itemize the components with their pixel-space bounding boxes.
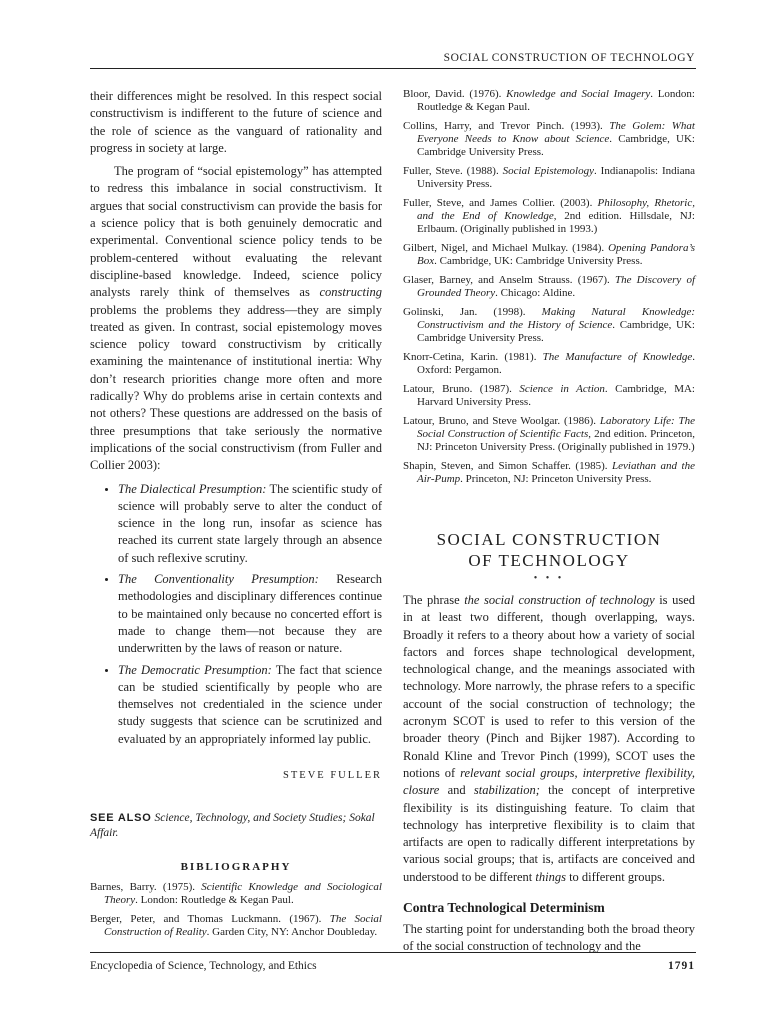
reference: Gilbert, Nigel, and Michael Mulkay. (1984). Opening Pandora’s Box. Cambridge, UK: Cambridge University Press.	[403, 242, 695, 267]
reference: Fuller, Steve, and James Collier. (2003). Philosophy, Rhetoric, and the End of Knowledge, 2nd edition. Hillsdale, NJ: Erlbaum. (Originally published in 1993.)	[403, 197, 695, 235]
ornament-dots: • • •	[533, 573, 565, 584]
paragraph: their differences might be resolved. In this respect social constructivism is indifferent to the future of science and the role of science as the vanguard of rationality and progress in society at large.	[90, 89, 382, 155]
footer-publication: Encyclopedia of Science, Technology, and Ethics	[90, 960, 317, 972]
subsection-heading: Contra Technological Determinism	[403, 900, 605, 916]
article-author: STEVE FULLER	[283, 769, 382, 781]
page-number: 1791	[668, 960, 695, 972]
right-column	[403, 88, 695, 956]
reference: Latour, Bruno, and Steve Woolgar. (1986). Laboratory Life: The Social Construction of Scientific Facts, 2nd edition. Princeton, NJ: Princeton University Press. (Originally published in 1979.)	[403, 415, 695, 453]
paragraph: The phrase the social construction of technology is used in at least two different, though overlapping, ways. Broadly it refers to a theory about how a variety of social factors and forces shape technological development, technological change, and the meanings associated with technology. More narrowly, the phrase refers to a specific account of the social construction of technology; the acronym SCOT is used to refer to this version of the broader theory (Pinch and Bijker 1987). According to Ronald Kline and Trevor Pinch (1999), SCOT uses the notions of relevant social groups, interpretive flexibility, closure and stabilization; the concept of interpretive flexibility is its distinguishing feature. To claim that technology has interpretive flexibility is to claim that artifacts are open to radically different interpretations by various social groups; that is, artifacts are conceived and understood to be different things to different groups.	[403, 593, 695, 884]
see-also	[90, 811, 382, 841]
see-also-links[interactable]: Science, Technology, and Society Studies; Sokal Affair.	[90, 811, 375, 839]
section-title: SOCIAL CONSTRUCTION OF TECHNOLOGY	[436, 530, 662, 570]
reference: Barnes, Barry. (1975). Scientific Knowledge and Sociological Theory. London: Routledge & Kegan Paul.	[90, 880, 382, 906]
paragraph: The program of “social epistemology” has attempted to redress this imbalance in social constructivism. It argues that social constructivism can provide the basis for a science policy that is both genuinely democratic and experimental. Conventional science policy tends to be problem-centered without evaluating the relevant discipline-based knowledge. Indeed, science policy analysts rarely think of themselves as constructing problems the problems they address—they are simply treated as given. In contrast, social epistemology moves science policy toward constructivism by critically examining the maintenance of institutional inertia: Why don’t research priorities change more often and more radically? Why do problems arise in certain contexts and not others? These questions are addressed on the basis of three presumptions that take seriously the normative implications of the social constructivism (from Fuller and Collier 2003):	[90, 164, 382, 473]
reference: Bloor, David. (1976). Knowledge and Social Imagery. London: Routledge & Kegan Paul.	[403, 88, 695, 113]
presumption-list	[90, 481, 382, 748]
list-item: • The Dialectical Presumption: The scientific study of science will probably serve to alter the conduct of science in the long run, insofar as science has reached its current state largely through an absence of such reflexive scrutiny.	[118, 481, 382, 567]
running-head: SOCIAL CONSTRUCTION OF TECHNOLOGY	[443, 52, 695, 64]
reference: Golinski, Jan. (1998). Making Natural Knowledge: Constructivism and the History of Science. Cambridge, UK: Cambridge University Press.	[403, 306, 695, 344]
list-item: • The Democratic Presumption: The fact that science can be studied scientifically by people who are themselves not credentialed in the science under study suggests that science can be scrutinized and evaluated by an appropriately informed lay public.	[118, 662, 382, 748]
reference: Berger, Peter, and Thomas Luckmann. (1967). The Social Construction of Reality. Garden City, NY: Anchor Doubleday.	[90, 912, 382, 938]
see-also-label: SEE ALSO	[90, 811, 152, 824]
footer-rule	[90, 952, 696, 953]
list-item: • The Conventionality Presumption: Research methodologies and disciplinary differences continue to be maintained only because no concerted effort is made to change them—not because they are underwritten by the laws of reason or nature.	[118, 571, 382, 657]
bibliography-heading: BIBLIOGRAPHY	[180, 860, 292, 873]
paragraph: The starting point for understanding both the broad theory of the social construction of technology and the	[403, 922, 695, 954]
reference: Shapin, Steven, and Simon Schaffer. (1985). Leviathan and the Air-Pump. Princeton, NJ: Princeton University Press.	[403, 460, 695, 485]
left-column	[90, 88, 382, 945]
header-rule	[90, 68, 696, 69]
reference: Glaser, Barney, and Anselm Strauss. (1967). The Discovery of Grounded Theory. Chicago: Aldine.	[403, 274, 696, 299]
reference: Latour, Bruno. (1987). Science in Action. Cambridge, MA: Harvard University Press.	[403, 383, 695, 408]
reference: Knorr-Cetina, Karin. (1981). The Manufacture of Knowledge. Oxford: Pergamon.	[403, 351, 695, 376]
reference: Collins, Harry, and Trevor Pinch. (1993). The Golem: What Everyone Needs to Know about Science. Cambridge, UK: Cambridge University Press.	[403, 120, 695, 158]
reference: Fuller, Steve. (1988). Social Epistemology. Indianapolis: Indiana University Press.	[403, 165, 696, 190]
